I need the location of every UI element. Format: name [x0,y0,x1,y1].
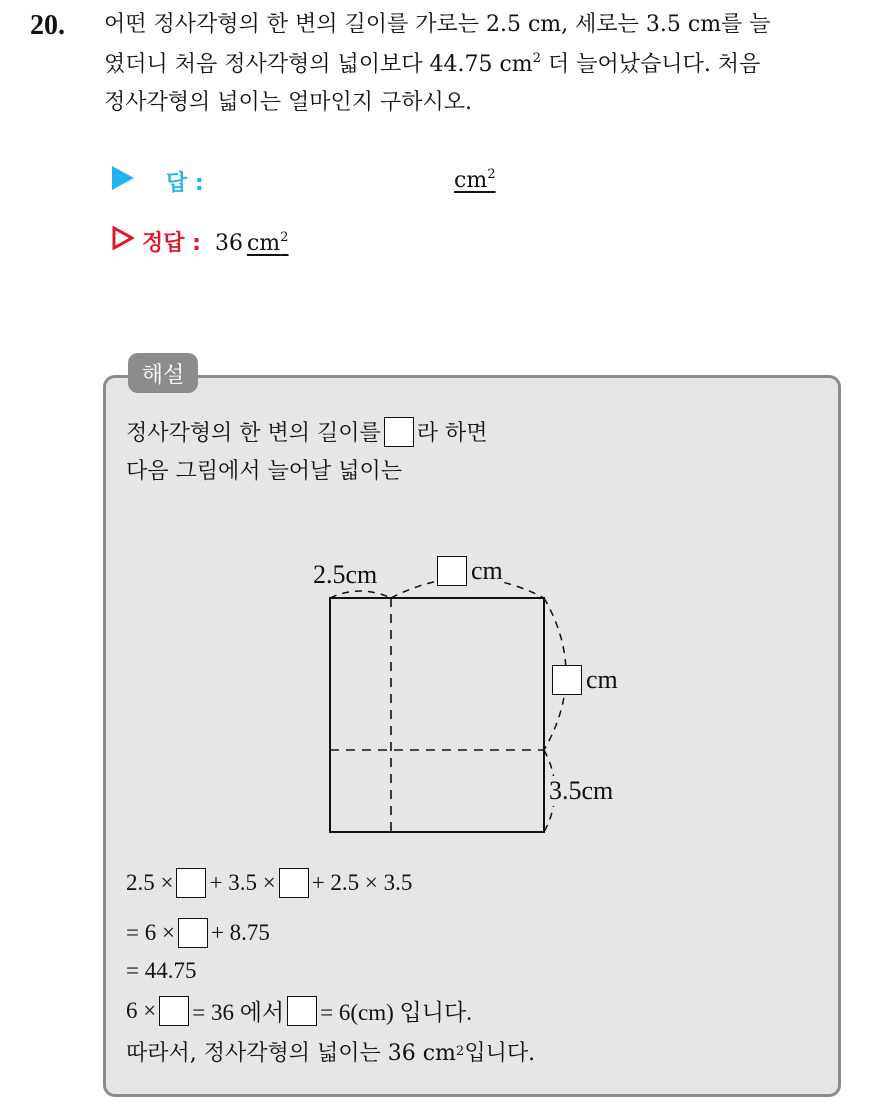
label-top-left: 2.5cm [313,560,378,589]
question-line-3: 정사각형의 넓이는 얼마인지 구하시오. [104,90,473,115]
label-right-mid: cm [552,665,618,695]
answer-row [112,166,204,197]
unknown-box [384,417,414,447]
question-line-1: 어떤 정사각형의 한 변의 길이를 가로는 2.5 cm, 세로는 3.5 cm를 늘 [104,12,771,37]
explanation-tag: 해설 [128,353,198,393]
correct-answer-label: 정답 : [142,231,201,256]
explanation-intro-1: 정사각형의 한 변의 길이를 라 하면 [126,416,488,447]
correct-answer-row [112,226,289,257]
answer-unit: $cm^2$ [454,166,496,193]
equation-3: = 44.75 [126,958,197,983]
equation-1: 2.5 × + 3.5 × + 2.5 × 3.5 [126,868,412,898]
unknown-box [287,996,317,1026]
label-top-right: cm [437,556,503,586]
explanation-intro-2: 다음 그림에서 늘어날 넓이는 [126,459,403,484]
question-line-2 [104,52,760,78]
answer-label: 답 : [166,171,204,196]
answer-arrow-icon [112,166,134,190]
unknown-box [178,918,208,948]
label-right-bottom: 3.5cm [549,776,614,805]
question-number: 20. [30,10,65,41]
correct-arrow-icon [112,226,134,250]
unknown-box [176,868,206,898]
unknown-box [279,868,309,898]
unknown-box [437,556,467,586]
conclusion: 따라서, 정사각형의 넓이는 36 cm 2 입니다. [126,1041,536,1066]
unknown-box [159,996,189,1026]
question-line-2-rest: 더 늘어났습니다. 처음 [541,52,761,77]
unknown-box [552,665,582,695]
equation-4: 6 × = 36 에서 = 6(cm) 입니다. [126,997,472,1025]
correct-answer-value: 36 [214,231,243,256]
equation-2: = 6 × + 8.75 [126,918,270,948]
correct-answer-unit: $cm^2$ [246,229,289,256]
answer-field[interactable] [454,168,496,193]
question-line-2-text: 였더니 처음 정사각형의 넓이보다 44.75 cm [104,52,533,77]
superscript: 2 [532,50,542,66]
